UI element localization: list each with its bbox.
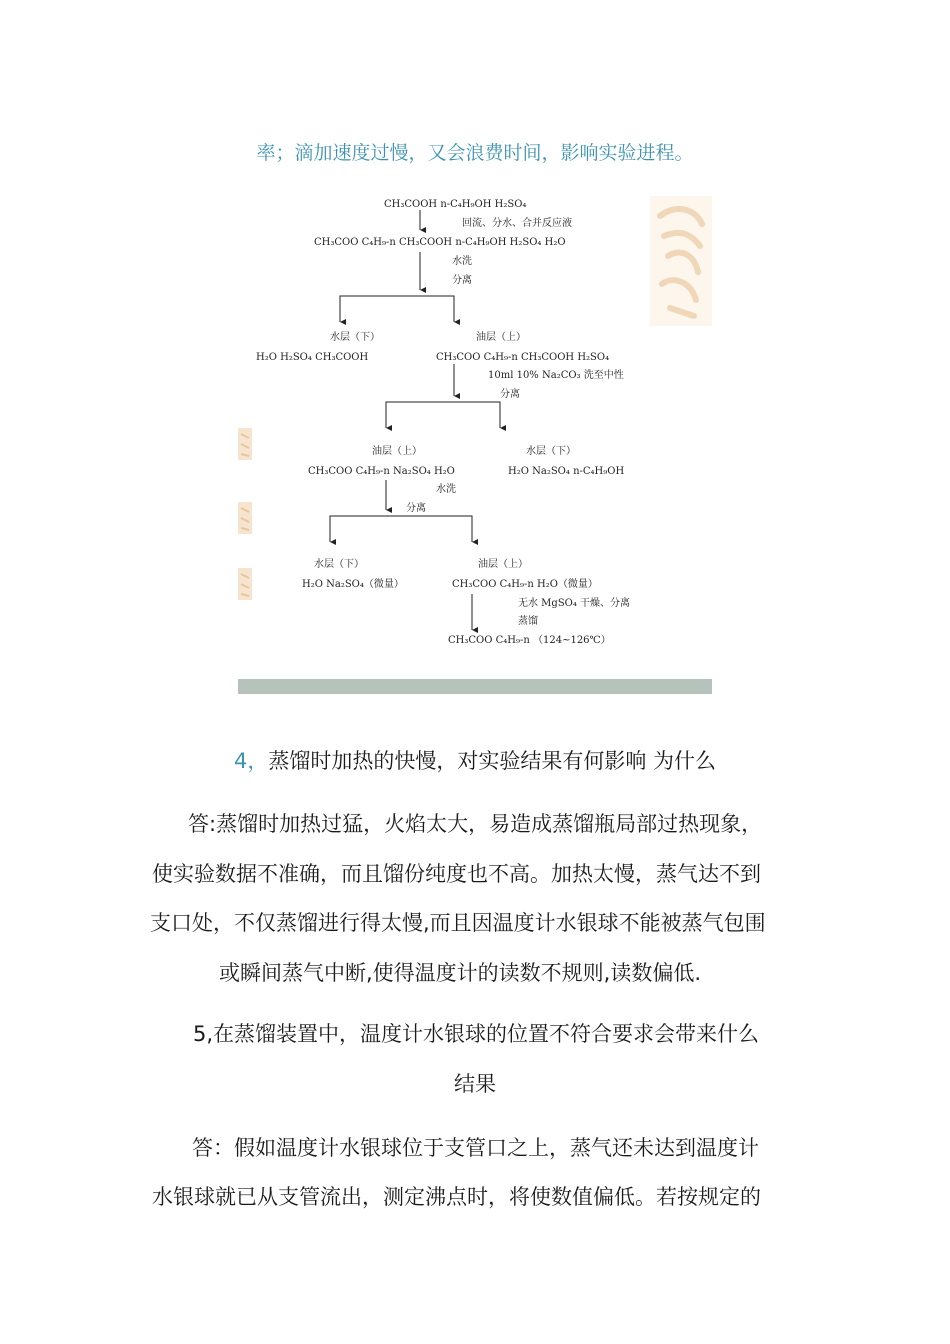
flowchart-diagram — [238, 190, 712, 680]
fc-op-distill: 蒸馏 — [518, 616, 538, 627]
fc-op-separate-1: 分离 — [452, 275, 472, 286]
fc-node-product: CH₃COO C₄H₉-n （124~126℃） — [448, 635, 611, 646]
question-5-line-2: 结果 — [454, 1072, 496, 1096]
split-3 — [330, 516, 472, 538]
fc-oil-layer-3-label: 油层（上） — [478, 559, 528, 570]
fc-node-mixture: CH₃COO C₄H₉-n CH₃COOH n-C₄H₉OH H₂SO₄ H₂O — [314, 237, 566, 248]
fc-op-na2co3: 10ml 10% Na₂CO₃ 洗至中性 — [488, 370, 624, 381]
fc-water-layer-3-label: 水层（下） — [314, 559, 364, 570]
question-5-line-1: 5,在蒸馏装置中，温度计水银球的位置不符合要求会带来什么 — [193, 1022, 760, 1046]
answer-5-line-1: 答：假如温度计水银球位于支管口之上，蒸气还未达到温度计 — [192, 1136, 759, 1160]
answer-4-line-2: 使实验数据不准确，而且馏份纯度也不高。加热太慢，蒸气达不到 — [152, 862, 761, 886]
flowchart-figure — [238, 190, 712, 696]
answer-4-line-3: 支口处，不仅蒸馏进行得太慢,而且因温度计水银球不能被蒸气包围 — [150, 911, 766, 935]
fc-op-separate-3: 分离 — [406, 503, 426, 514]
answer-5-line-2: 水银球就已从支管流出，测定沸点时，将使数值偏低。若按规定的 — [152, 1185, 761, 1209]
answer-4-line-4: 或瞬间蒸气中断,使得温度计的读数不规则,读数偏低. — [219, 961, 702, 985]
fc-op-separate-2: 分离 — [500, 389, 520, 400]
fc-water-layer-1-label: 水层（下） — [330, 332, 380, 343]
split-1 — [340, 296, 454, 320]
fc-op-dry: 无水 MgSO₄ 干燥、分离 — [518, 598, 631, 609]
fc-oil-layer-2-label: 油层（上） — [372, 446, 422, 457]
answer-4-line-1: 答:蒸馏时加热过猛，火焰太大，易造成蒸馏瓶局部过热现象， — [188, 812, 763, 836]
fc-oil-layer-3-content: CH₃COO C₄H₉-n H₂O（微量） — [452, 579, 598, 590]
fc-op-wash-1: 水洗 — [452, 256, 472, 267]
question-4-number: 4， — [233, 749, 269, 773]
fc-water-layer-2-content: H₂O Na₂SO₄ n-C₄H₉OH — [508, 466, 625, 477]
fc-oil-layer-1-label: 油层（上） — [476, 332, 526, 343]
fc-water-layer-2-label: 水层（下） — [526, 446, 576, 457]
split-2 — [386, 402, 500, 424]
question-4-text: 蒸馏时加热的快慢，对实验结果有何影响 为什么 — [268, 749, 717, 773]
fc-water-layer-1-content: H₂O H₂SO₄ CH₃COOH — [256, 352, 369, 363]
fc-node-reactants: CH₃COOH n-C₄H₉OH H₂SO₄ — [384, 199, 527, 210]
question-4 — [0, 745, 950, 775]
fc-water-layer-3-content: H₂O Na₂SO₄（微量） — [302, 579, 404, 590]
figure-bottom-bar — [238, 679, 712, 694]
fc-op-wash-2: 水洗 — [436, 484, 456, 495]
fc-oil-layer-1-content: CH₃COO C₄H₉-n CH₃COOH H₂SO₄ — [436, 352, 610, 363]
fc-op-reflux: 回流、分水、合并反应液 — [462, 218, 572, 229]
intro-line: 率；滴加速度过慢，又会浪费时间，影响实验进程。 — [256, 142, 694, 164]
fc-oil-layer-2-content: CH₃COO C₄H₉-n Na₂SO₄ H₂O — [308, 466, 455, 477]
